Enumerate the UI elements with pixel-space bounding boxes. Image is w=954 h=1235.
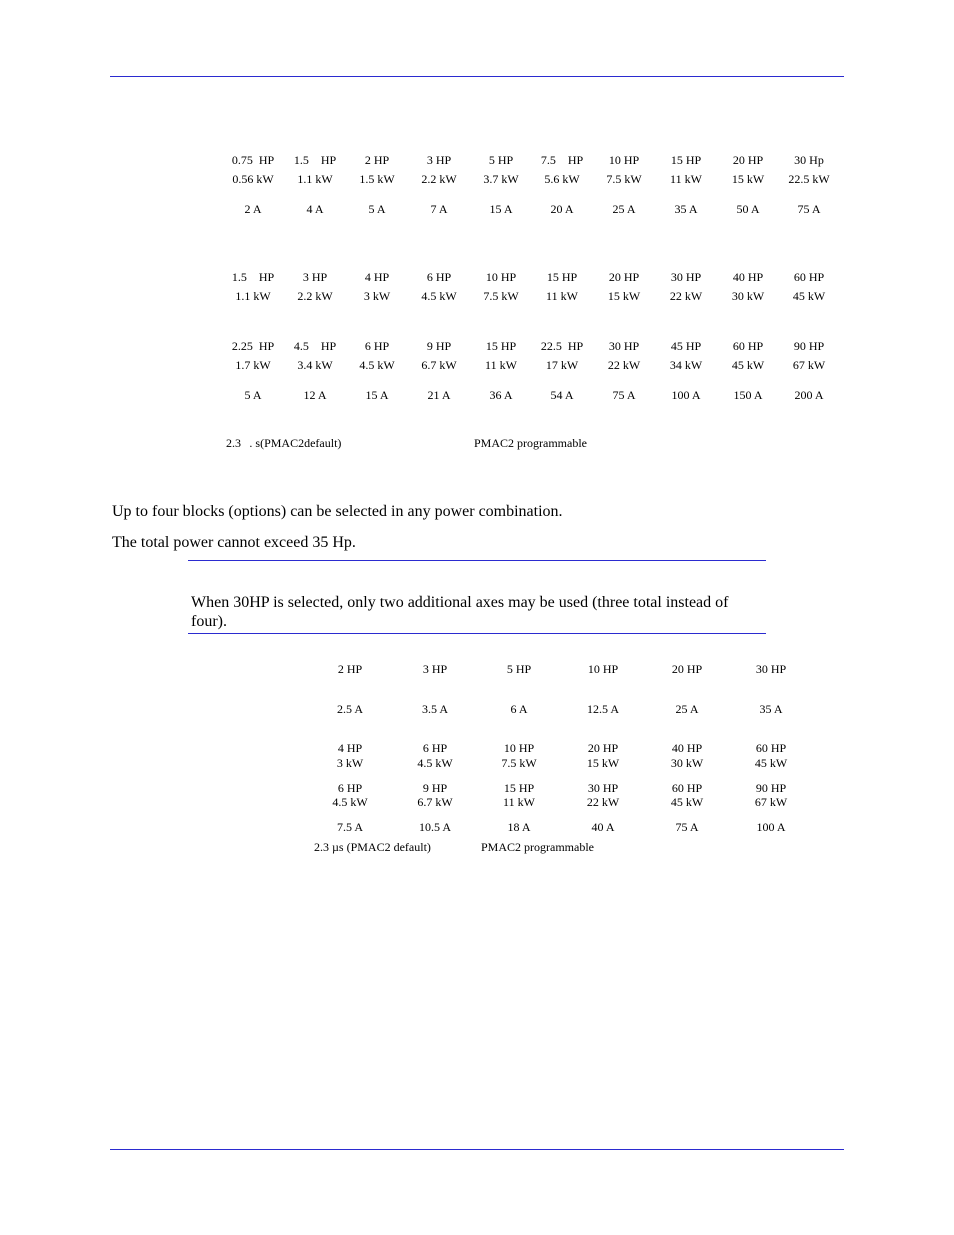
table-cell: 5 A [244, 388, 262, 402]
table-cell: 3.5 A [421, 702, 448, 716]
table-cell: 30 kW [731, 289, 765, 303]
table-cell: 15 kW [731, 172, 765, 186]
table-cell: 4 HP [364, 270, 390, 284]
table-cell: 35 A [759, 702, 783, 716]
table-cell: 20 HP [587, 741, 619, 755]
table-cell: 4.5 HP [293, 339, 337, 353]
table-cell: 7.5 A [336, 820, 363, 834]
table-cell: 6 HP [422, 741, 448, 755]
table-cell: 22 kW [607, 358, 641, 372]
table-cell: 36 A [489, 388, 513, 402]
table-cell: 7.5 HP [540, 153, 584, 167]
table-cell: 50 A [736, 202, 760, 216]
table-cell: 45 kW [670, 795, 704, 809]
table-cell: 11 kW [546, 289, 578, 303]
table-cell: 10 HP [587, 662, 619, 676]
table-cell: 22 kW [586, 795, 620, 809]
table-cell: 4 A [306, 202, 324, 216]
table-cell: 90 HP [793, 339, 825, 353]
table-cell: 6 HP [337, 781, 363, 795]
table-cell: 40 HP [732, 270, 764, 284]
table-cell: 60 HP [793, 270, 825, 284]
table-cell: 3 HP [422, 662, 448, 676]
table-cell: 5.6 kW [544, 172, 580, 186]
table1-note-left: 2.3 . s(PMAC2default) [226, 436, 342, 450]
table-cell: 3 kW [336, 756, 364, 770]
table-cell: 15 HP [503, 781, 535, 795]
table-cell: 20 HP [671, 662, 703, 676]
table-cell: 30 kW [670, 756, 704, 770]
table-cell: 7.5 kW [501, 756, 537, 770]
table-cell: 75 A [675, 820, 699, 834]
table-cell: 90 HP [755, 781, 787, 795]
table-cell: 11 kW [670, 172, 702, 186]
table-cell: 7 A [430, 202, 448, 216]
table-cell: 12.5 A [586, 702, 619, 716]
table-cell: 10.5 A [418, 820, 451, 834]
table-cell: 2.5 A [336, 702, 363, 716]
table-cell: 1.7 kW [235, 358, 271, 372]
table-cell: 0.56 kW [232, 172, 274, 186]
table-cell: 15 kW [586, 756, 620, 770]
table-cell: 2.2 kW [297, 289, 333, 303]
header-rule [110, 76, 844, 77]
table-cell: 60 HP [671, 781, 703, 795]
table-cell: 7.5 kW [606, 172, 642, 186]
table-cell: 0.75 HP [231, 153, 275, 167]
table-cell: 100 A [756, 820, 786, 834]
table-cell: 150 A [733, 388, 763, 402]
table-cell: 3.4 kW [297, 358, 333, 372]
table-cell: 9 HP [426, 339, 452, 353]
table-cell: 2.25 HP [231, 339, 275, 353]
table-cell: 11 kW [485, 358, 517, 372]
table-cell: 15 HP [485, 339, 517, 353]
table-cell: 15 kW [607, 289, 641, 303]
table-cell: 10 HP [503, 741, 535, 755]
table-cell: 6.7 kW [421, 358, 457, 372]
table-cell: 40 HP [671, 741, 703, 755]
paragraph-blocks: Up to four blocks (options) can be selected in any power combination. [112, 503, 563, 520]
table-cell: 15 HP [546, 270, 578, 284]
table-cell: 3 HP [426, 153, 452, 167]
table-cell: 75 A [797, 202, 821, 216]
table-cell: 45 kW [754, 756, 788, 770]
table-cell: 2 HP [337, 662, 363, 676]
table-cell: 45 kW [792, 289, 826, 303]
table-cell: 6 A [510, 702, 528, 716]
table-cell: 22.5 kW [788, 172, 830, 186]
table-cell: 7.5 kW [483, 289, 519, 303]
table-cell: 4.5 kW [421, 289, 457, 303]
table2-note-right: PMAC2 programmable [481, 840, 594, 854]
table-cell: 45 HP [670, 339, 702, 353]
table1-note-right: PMAC2 programmable [474, 436, 587, 450]
table-cell: 1.5 kW [359, 172, 395, 186]
table-cell: 12 A [303, 388, 327, 402]
table-cell: 30 HP [608, 339, 640, 353]
table-cell: 2 HP [364, 153, 390, 167]
table-cell: 1.1 kW [297, 172, 333, 186]
table-cell: 4.5 kW [359, 358, 395, 372]
table-cell: 17 kW [545, 358, 579, 372]
table-cell: 2 A [244, 202, 262, 216]
table-cell: 22 kW [669, 289, 703, 303]
table-cell: 1.1 kW [235, 289, 271, 303]
table-cell: 11 kW [503, 795, 535, 809]
table-cell: 54 A [550, 388, 574, 402]
table-cell: 35 A [674, 202, 698, 216]
table-cell: 3 HP [302, 270, 328, 284]
table-cell: 200 A [794, 388, 824, 402]
table-cell: 4.5 kW [417, 756, 453, 770]
table-cell: 20 A [550, 202, 574, 216]
table-cell: 3 kW [363, 289, 391, 303]
table-cell: 4.5 kW [332, 795, 368, 809]
callout-note: When 30HP is selected, only two additional axes may be used (three total instead of four). [191, 594, 729, 630]
table-cell: 20 HP [732, 153, 764, 167]
table2-note-left: 2.3 µs (PMAC2 default) [314, 840, 431, 854]
table-cell: 6 HP [364, 339, 390, 353]
table-cell: 20 HP [608, 270, 640, 284]
table-cell: 18 A [507, 820, 531, 834]
table-cell: 15 HP [670, 153, 702, 167]
table-cell: 30 HP [670, 270, 702, 284]
table-cell: 30 HP [755, 662, 787, 676]
table-cell: 6 HP [426, 270, 452, 284]
table-cell: 22.5 HP [540, 339, 584, 353]
table-cell: 4 HP [337, 741, 363, 755]
table-cell: 3.7 kW [483, 172, 519, 186]
table-cell: 40 A [591, 820, 615, 834]
table-cell: 5 HP [506, 662, 532, 676]
table-cell: 6.7 kW [417, 795, 453, 809]
table-cell: 1.5 HP [231, 270, 275, 284]
table-cell: 30 HP [587, 781, 619, 795]
callout-top-rule [188, 560, 766, 561]
table-cell: 5 HP [488, 153, 514, 167]
table-cell: 67 kW [792, 358, 826, 372]
callout-bottom-rule [188, 633, 766, 634]
table-cell: 2.2 kW [421, 172, 457, 186]
paragraph-total-power: The total power cannot exceed 35 Hp. [112, 534, 356, 551]
table-cell: 10 HP [608, 153, 640, 167]
table-cell: 60 HP [732, 339, 764, 353]
table-cell: 9 HP [422, 781, 448, 795]
table-cell: 5 A [368, 202, 386, 216]
footer-rule [110, 1149, 844, 1150]
table-cell: 45 kW [731, 358, 765, 372]
table-cell: 100 A [671, 388, 701, 402]
table-cell: 15 A [489, 202, 513, 216]
table-cell: 25 A [612, 202, 636, 216]
table-cell: 30 Hp [794, 153, 824, 167]
table-cell: 1.5 HP [293, 153, 337, 167]
table-cell: 21 A [427, 388, 451, 402]
table-cell: 75 A [612, 388, 636, 402]
table-cell: 34 kW [669, 358, 703, 372]
table-cell: 15 A [365, 388, 389, 402]
table-cell: 67 kW [754, 795, 788, 809]
table-cell: 10 HP [485, 270, 517, 284]
table-cell: 60 HP [755, 741, 787, 755]
table-cell: 25 A [675, 702, 699, 716]
